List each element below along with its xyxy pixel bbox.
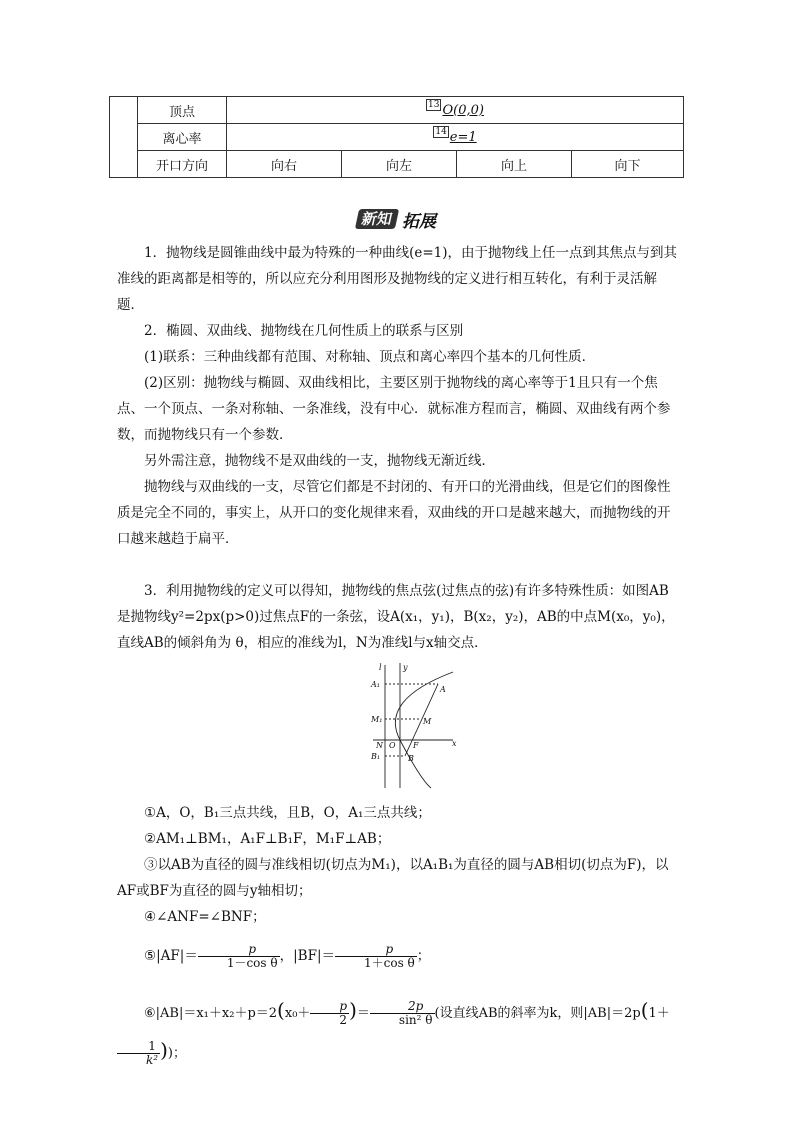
x0-term: x₀＋ xyxy=(284,1006,311,1021)
properties-table xyxy=(109,96,684,178)
fraction-af xyxy=(198,943,280,970)
property-5 xyxy=(117,938,679,974)
label-n: N xyxy=(376,741,383,750)
direction-cell: 向上 xyxy=(457,151,572,178)
fraction-denominator: 1－cos θ xyxy=(226,956,278,970)
row-label: 顶点 xyxy=(138,97,227,124)
fraction-denominator: 2 xyxy=(339,1013,348,1027)
fraction-numerator: 2p xyxy=(370,1000,435,1014)
row-label: 开口方向 xyxy=(138,151,227,178)
label-m1: M₁ xyxy=(371,715,383,724)
paragraph-2: 2．椭圆、双曲线、抛物线在几何性质上的联系与区别 xyxy=(144,323,464,339)
table-row xyxy=(110,97,684,124)
paren-open: ( xyxy=(277,998,285,1022)
row-label: 离心率 xyxy=(138,124,227,151)
property-2: ②AM₁⊥BM₁，A₁F⊥B₁F，M₁F⊥AB； xyxy=(144,831,391,847)
fraction-denominator: sin² θ xyxy=(398,1013,433,1027)
property-3: ③以AB为直径的圆与准线相切(切点为M₁)，以A₁B₁为直径的圆与AB相切(切点为F)，以AF或BF为直径的圆与y轴相切； xyxy=(117,857,669,899)
punctuation: ； xyxy=(416,948,431,964)
property-4: ④∠ANF=∠BNF； xyxy=(144,909,266,925)
fraction-p-2 xyxy=(310,1000,349,1027)
fraction-numerator: p xyxy=(335,943,417,957)
af-label: ⑤|AF|＝ xyxy=(144,948,198,964)
table-spacer-cell xyxy=(110,97,138,178)
chord-ab xyxy=(405,684,438,756)
direction-cell: 向左 xyxy=(342,151,457,178)
paragraph-7: 3．利用抛物线的定义可以得知，抛物线的焦点弦(过焦点的弦)有许多特殊性质：如图AB是抛物线y²=2px(p>0)过焦点F的一条弦，设A(x₁，y₁)，B(x₂，y₂)，AB的中点M(x₀，y₀)，直线AB的倾斜角为 θ，相应的准线为l，N为准线l与x轴交点． xyxy=(117,583,675,651)
bf-label: ，|BF|＝ xyxy=(279,948,335,964)
label-y: y xyxy=(403,663,408,672)
paragraph-3: (1)联系：三种曲线都有范围、对称轴、顶点和离心率四个基本的几何性质． xyxy=(144,349,596,365)
label-f: F xyxy=(413,741,419,750)
paragraph-4: (2)区别：抛物线与椭圆、双曲线相比，主要区别于抛物线的离心率等于1且只有一个焦点、一个顶点、一条对称轴、一条准线，没有中心．就标准方程而言，椭圆、双曲线有两个参数，而抛物线只有一个参数． xyxy=(117,375,671,443)
fraction-numerator: 1 xyxy=(117,1040,160,1054)
vertex-value: O(0,0) xyxy=(442,102,484,118)
label-a: A xyxy=(440,685,446,694)
answer-tag: 13 xyxy=(428,99,440,110)
badge-text: 拓展 xyxy=(402,211,437,232)
paren-close: ) xyxy=(160,1038,168,1062)
fraction-denominator: k² xyxy=(146,1053,159,1067)
fraction-numerator: p xyxy=(310,1000,349,1014)
fraction-numerator: p xyxy=(198,943,280,957)
label-b1: B₁ xyxy=(371,752,381,761)
fraction-2p-sin xyxy=(370,1000,435,1027)
direction-cell: 向下 xyxy=(572,151,684,178)
answer-tag: 14 xyxy=(435,126,447,137)
table-row xyxy=(110,124,684,151)
label-l: l xyxy=(379,663,382,672)
eccentricity-value: e=1 xyxy=(449,129,477,145)
table-row xyxy=(110,151,684,178)
label-m: M xyxy=(423,717,432,726)
fraction-denominator: 1＋cos θ xyxy=(364,956,415,970)
equals-sign: ＝ xyxy=(356,1006,370,1021)
slope-note: (设直线AB的斜率为k，则|AB|＝2p xyxy=(434,1006,641,1021)
property-6 xyxy=(117,992,697,1072)
property-1: ①A，O，B₁三点共线，且B，O，A₁三点共线； xyxy=(144,805,431,821)
badge-box: 新知 xyxy=(355,209,399,229)
direction-cell: 向右 xyxy=(227,151,342,178)
row-value xyxy=(227,97,684,124)
one-plus: 1＋ xyxy=(648,1006,670,1021)
paren-close: ) xyxy=(349,998,357,1022)
label-o: O xyxy=(389,741,396,750)
parabola-figure xyxy=(363,660,463,790)
paragraph-6: 抛物线与双曲线的一支，尽管它们都是不封闭的、有开口的光滑曲线，但是它们的图像性质是完全不同的，事实上，从开口的变化规律来看，双曲线的开口是越来越大，而抛物线的开口越来越趋于扁平． xyxy=(117,479,671,547)
fraction-1-k2 xyxy=(117,1040,160,1067)
ab-formula-start: ⑥|AB|＝x₁＋x₂＋p＝2 xyxy=(144,1006,278,1021)
paragraph-5: 另外需注意，抛物线不是双曲线的一支，抛物线无渐近线． xyxy=(144,453,495,469)
row-value xyxy=(227,124,684,151)
fraction-bf xyxy=(335,943,417,970)
paragraph-1: 1．抛物线是圆锥曲线中最为特殊的一种曲线(e=1)，由于抛物线上任一点到其焦点与到其准线的距离都是相等的，所以应充分利用图形及抛物线的定义进行相互转化，有利于灵活解题． xyxy=(117,245,678,313)
label-b: B xyxy=(408,754,414,763)
section-badge xyxy=(357,208,436,230)
punctuation: )； xyxy=(167,1046,186,1061)
label-x: x xyxy=(452,739,457,748)
paren-open: ( xyxy=(640,998,649,1022)
label-a1: A₁ xyxy=(371,680,380,689)
